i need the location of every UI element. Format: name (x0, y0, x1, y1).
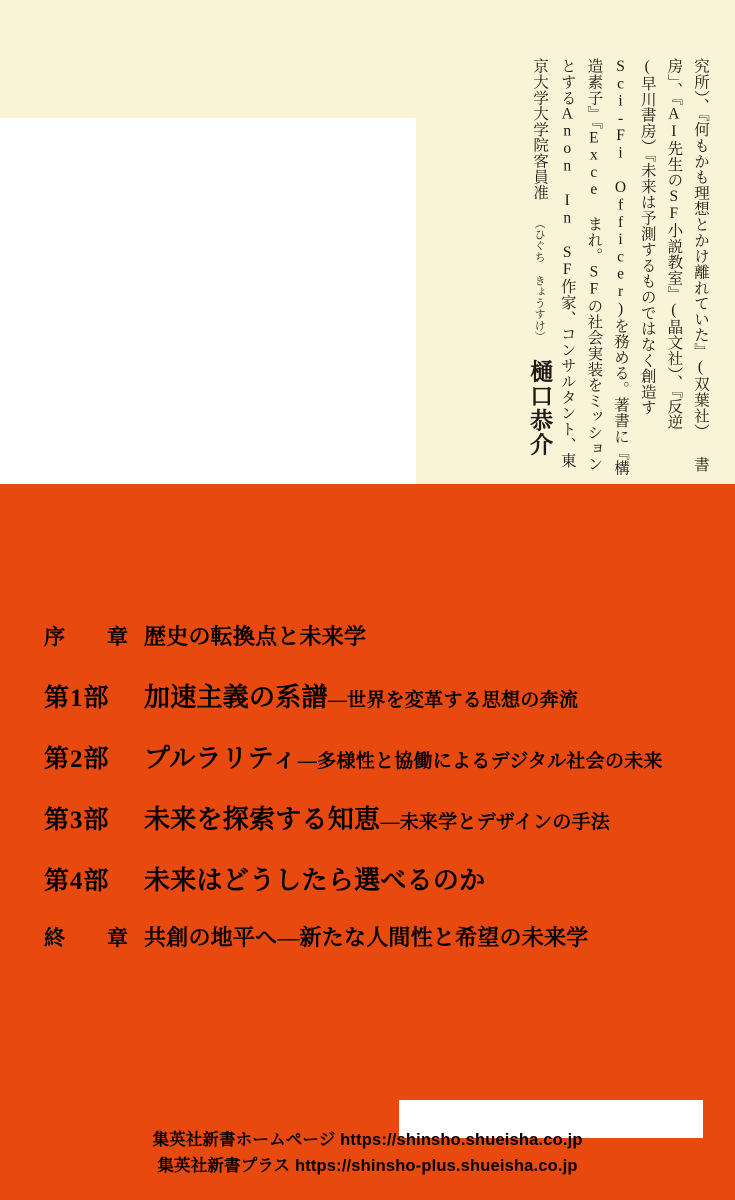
author-name: 樋口恭介 (527, 359, 553, 457)
toc-row (44, 921, 704, 952)
author-bio-block (473, 58, 713, 478)
cover-top-area (0, 0, 735, 484)
toc-item-label: 第2部 (44, 746, 110, 773)
author-bio-line-6: 究所）、『何もかも理想とかけ離れていた』(双葉社） (692, 58, 709, 440)
white-panel (0, 118, 416, 484)
author-bio-line-4: (早川書房）『未来は予測するものではなく創造す (638, 58, 656, 416)
author-bio-line-1: SF作家、コンサルタント、東京大学大学院客員准 (531, 58, 576, 469)
table-of-contents (44, 620, 704, 978)
author-bio-line-3: Sci-Fi Officer)を務める。著書に『構造素子』『Exce (585, 58, 630, 476)
toc-item-label: 序 章 (44, 625, 139, 649)
toc-item-label: 第3部 (44, 807, 110, 834)
toc-row (44, 860, 704, 897)
toc-item-label: 第1部 (44, 685, 110, 712)
toc-item-label: 第4部 (44, 868, 110, 895)
toc-row (44, 620, 704, 651)
author-bio-line-5: 書房」、『AI先生のSF小説教室』(晶文社）、『反逆 (665, 58, 709, 473)
toc-row (44, 799, 704, 836)
author-name-kana: （ひぐち きょうすけ） (533, 217, 546, 343)
toc-row (44, 677, 704, 714)
toc-item-title: 未来を探索する知恵―未来学とデザインの手法 (144, 805, 611, 834)
publisher-homepage-url: 集英社新書ホームページ https://shinsho.shueisha.co.jp (152, 1131, 583, 1149)
author-bio-line-2: まれ。SFの社会実装をミッションとするAnon In (558, 58, 603, 472)
toc-item-title: 共創の地平へ―新たな人間性と希望の未来学 (144, 925, 589, 950)
toc-item-label: 終 章 (44, 926, 139, 950)
toc-item-title: 歴史の転換点と未来学 (144, 624, 367, 649)
toc-row (44, 738, 704, 775)
toc-item-title: 加速主義の系譜―世界を変革する思想の奔流 (144, 683, 579, 712)
toc-item-title: プルラリティ―多様性と協働によるデジタル社会の未来 (144, 744, 663, 773)
publisher-footer (0, 1128, 735, 1179)
publisher-plus-url: 集英社新書プラス https://shinsho-plus.shueisha.co.jp (157, 1156, 578, 1175)
toc-item-title: 未来はどうしたら選べるのか (144, 866, 486, 895)
